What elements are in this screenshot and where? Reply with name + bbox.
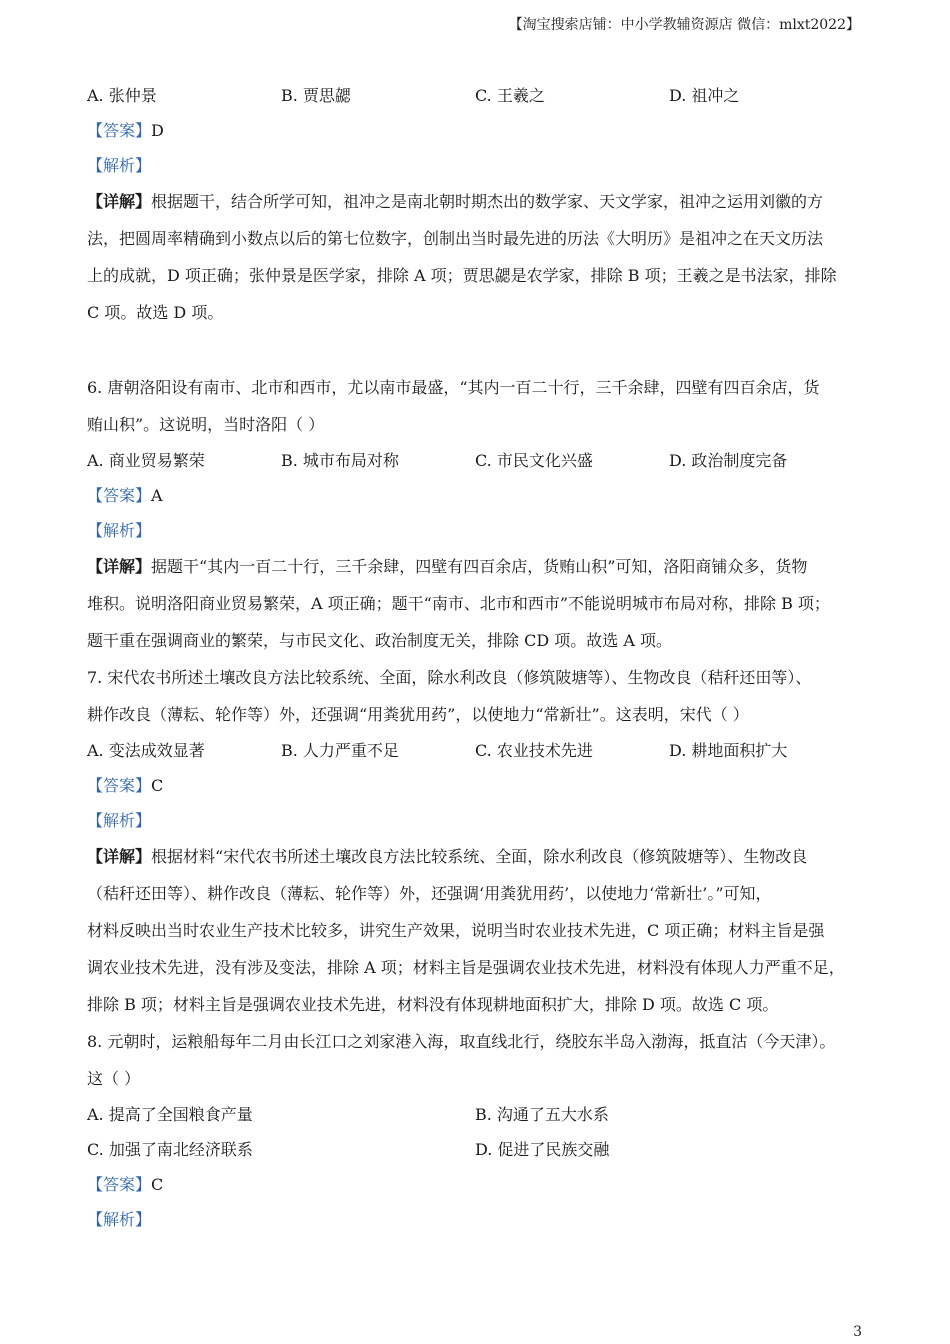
q8-analysis bbox=[87, 1202, 877, 1237]
q8-option-a: A. 提高了全国粮食产量 bbox=[87, 1105, 253, 1124]
answer-label: 【答案】 bbox=[87, 1175, 152, 1194]
detail-label: 【详解】 bbox=[87, 847, 152, 866]
q6-stem-line-1: 6. 唐朝洛阳设有南市、北市和西市，尤以南市最盛，“其内一百二十行，三千余肆，四壁有四百余店，货 bbox=[87, 378, 820, 397]
q8-options-row-2 bbox=[87, 1132, 877, 1167]
q5-detail-line-1: 【详解】根据题干，结合所学可知，祖冲之是南北朝时期杰出的数学家、天文学家，祖冲之运用刘徽的方 bbox=[87, 192, 824, 211]
q5-option-c: C. 王羲之 bbox=[475, 86, 545, 105]
q5-answer-value: D bbox=[151, 121, 164, 140]
q6-stem-line-2: 贿山积”。这说明，当时洛阳（ ） bbox=[87, 415, 325, 434]
q5-option-d: D. 祖冲之 bbox=[669, 86, 740, 105]
page-number: 3 bbox=[853, 1324, 862, 1340]
q6-analysis bbox=[87, 513, 877, 548]
q7-answer bbox=[87, 768, 877, 803]
analysis-label: 【解析】 bbox=[87, 811, 152, 830]
q7-answer-value: C bbox=[151, 776, 164, 795]
answer-label: 【答案】 bbox=[87, 776, 152, 795]
q6-option-b: B. 城市布局对称 bbox=[281, 451, 399, 470]
q6-option-d: D. 政治制度完备 bbox=[669, 451, 788, 470]
q7-detail-line-4: 调农业技术先进，没有涉及变法，排除 A 项；材料主旨是强调农业技术先进，材料没有体现人力严重不足， bbox=[87, 958, 845, 977]
q8-option-c: C. 加强了南北经济联系 bbox=[87, 1140, 253, 1159]
q7-detail-line-3: 材料反映出当时农业生产技术比较多，讲究生产效果，说明当时农业技术先进，C 项正确；材料主旨是强 bbox=[87, 921, 825, 940]
q6-detail-line-1: 【详解】据题干“其内一百二十行，三千余肆，四壁有四百余店，货贿山积”可知，洛阳商铺众多，货物 bbox=[87, 557, 808, 576]
q5-answer bbox=[87, 113, 877, 148]
q7-analysis bbox=[87, 803, 877, 838]
q8-answer-value: C bbox=[151, 1175, 164, 1194]
q8-stem-line-1: 8. 元朝时，运粮船每年二月由长江口之刘家港入海，取直线北行，绕胶东半岛入渤海，抵直沽（今天津）。 bbox=[87, 1032, 836, 1051]
q7-option-d: D. 耕地面积扩大 bbox=[669, 741, 788, 760]
q6-detail-line-3: 题干重在强调商业的繁荣，与市民文化、政治制度无关，排除 CD 项。故选 A 项。 bbox=[87, 631, 672, 650]
q8-answer bbox=[87, 1167, 877, 1202]
answer-label: 【答案】 bbox=[87, 486, 152, 505]
q7-stem-line-1: 7. 宋代农书所述土壤改良方法比较系统、全面，除水利改良（修筑陂塘等）、生物改良（秸秆还田等）、 bbox=[87, 668, 812, 687]
detail-label: 【详解】 bbox=[87, 557, 152, 576]
q7-option-c: C. 农业技术先进 bbox=[475, 741, 593, 760]
q7-option-b: B. 人力严重不足 bbox=[281, 741, 399, 760]
q6-detail-line-2: 堆积。说明洛阳商业贸易繁荣，A 项正确；题干“南市、北市和西市”不能说明城市布局对称，排除 B 项； bbox=[87, 594, 830, 613]
answer-label: 【答案】 bbox=[87, 121, 152, 140]
q6-option-a: A. 商业贸易繁荣 bbox=[87, 451, 205, 470]
q5-detail-line-4: C 项。故选 D 项。 bbox=[87, 303, 224, 322]
q8-stem-line-2: 这（ ） bbox=[87, 1069, 141, 1088]
q7-option-a: A. 变法成效显著 bbox=[87, 741, 205, 760]
analysis-label: 【解析】 bbox=[87, 156, 152, 175]
q5-option-a: A. 张仲景 bbox=[87, 86, 157, 105]
q5-option-b: B. 贾思勰 bbox=[281, 86, 351, 105]
analysis-label: 【解析】 bbox=[87, 1210, 152, 1229]
q8-options-row-1 bbox=[87, 1097, 877, 1132]
q7-stem-line-2: 耕作改良（薄耘、轮作等）外，还强调“用粪犹用药”，以使地力“常新壮”。这表明，宋代（ ） bbox=[87, 705, 749, 724]
q5-options bbox=[87, 78, 877, 113]
q5-analysis bbox=[87, 148, 877, 183]
q6-answer-value: A bbox=[151, 486, 163, 505]
spacer bbox=[87, 331, 877, 369]
q6-answer bbox=[87, 478, 877, 513]
q5-detail-line-3: 上的成就，D 项正确；张仲景是医学家，排除 A 项；贾思勰是农学家，排除 B 项；王羲之是书法家，排除 bbox=[87, 266, 837, 285]
q7-detail-line-2: （秸秆还田等）、耕作改良（薄耘、轮作等）外，还强调‘用粪犹用药’，以使地力‘常新壮’。”可知， bbox=[87, 884, 772, 903]
q8-option-b: B. 沟通了五大水系 bbox=[475, 1105, 609, 1124]
document-body bbox=[87, 78, 877, 1237]
q5-detail-line-2: 法，把圆周率精确到小数点以后的第七位数字，创制出当时最先进的历法《大明历》是祖冲之在天文历法 bbox=[87, 229, 824, 248]
q7-options bbox=[87, 733, 877, 768]
q8-option-d: D. 促进了民族交融 bbox=[475, 1140, 610, 1159]
q6-option-c: C. 市民文化兴盛 bbox=[475, 451, 593, 470]
analysis-label: 【解析】 bbox=[87, 521, 152, 540]
q7-detail-line-5: 排除 B 项；材料主旨是强调农业技术先进，材料没有体现耕地面积扩大，排除 D 项。故选 C 项。 bbox=[87, 995, 779, 1014]
detail-label: 【详解】 bbox=[87, 192, 152, 211]
q7-detail-line-1: 【详解】根据材料“宋代农书所述土壤改良方法比较系统、全面，除水利改良（修筑陂塘等）、生物改良 bbox=[87, 847, 808, 866]
q6-options bbox=[87, 443, 877, 478]
header-note: 【淘宝搜索店铺：中小学教辅资源店 微信：mlxt2022】 bbox=[508, 17, 860, 33]
